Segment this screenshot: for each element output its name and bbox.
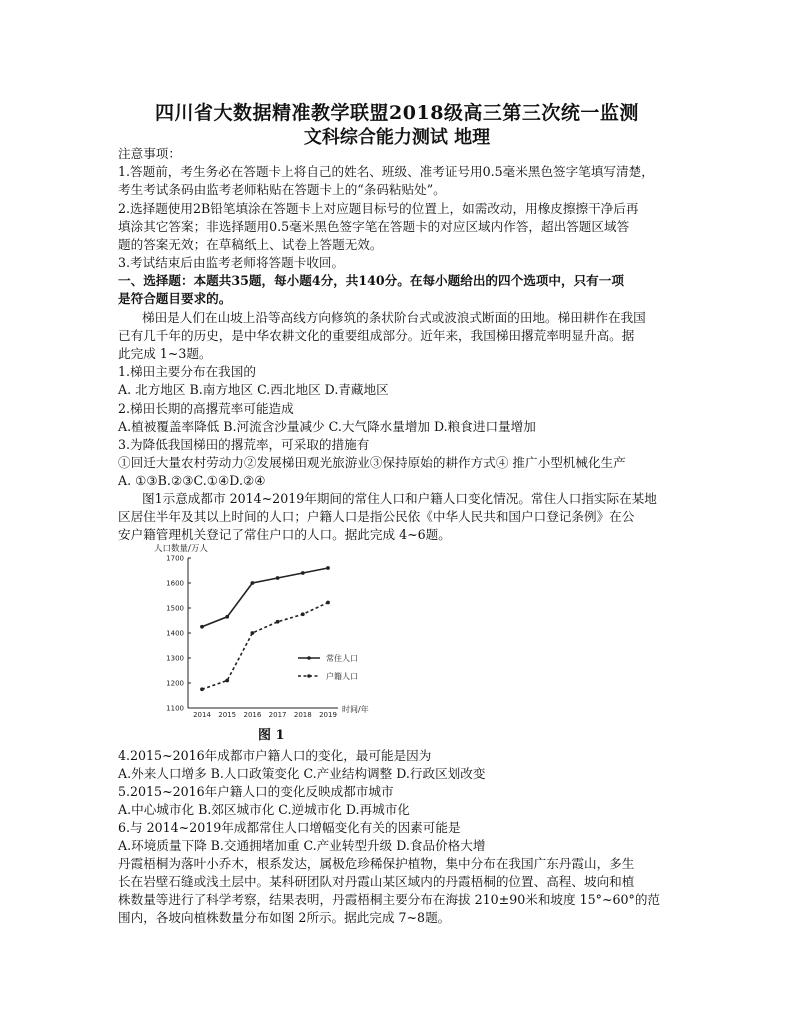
- question-line: 4.2015~2016年成都市户籍人口的变化，最可能是因为: [118, 748, 432, 763]
- y-tick-label: 1300: [166, 654, 184, 663]
- notes-line: 3.考试结束后由监考老师将答题卡收回。: [118, 255, 345, 270]
- y-axis-label: 人口数量/万人: [154, 544, 208, 554]
- question-line: 6.与 2014~2019年成都常住人口增幅变化有关的因素可能是: [118, 820, 461, 835]
- passage-2-line: 图1示意成都市 2014~2019年期间的常住人口和户籍人口变化情况。常住人口指实际在某地: [142, 491, 657, 506]
- x-tick-label: 2014: [193, 711, 211, 719]
- y-tick-label: 1400: [166, 629, 184, 638]
- passage-2-line: 区居住半年及其以上时间的人口；户籍人口是指公民依《中华人民共和国户口登记条例》在公: [118, 509, 635, 524]
- passage-3-line: 长在岩壁石缝或浅土层中。某科研团队对丹霞山某区域内的丹霞梧桐的位置、高程、坡向和植: [118, 874, 635, 889]
- data-point: [251, 631, 255, 635]
- passage-1-line: 梯田是人们在山坡上沿等高线方向修筑的条状阶台式或波浪式断面的田地。梯田耕作在我国: [142, 310, 646, 325]
- section-heading-cont: 是符合题目要求的。: [118, 291, 232, 306]
- notes-line: 考生考试条码由监考老师粘贴在答题卡上的“条码粘贴处”。: [118, 182, 446, 197]
- notes-line: 2.选择题使用2B铅笔填涂在答题卡上对应题目标号的位置上，如需改动，用橡皮擦擦干净后再: [118, 201, 639, 216]
- x-tick-label: 2018: [293, 711, 312, 719]
- data-point: [326, 566, 330, 570]
- notes-line: 题的答案无效；在草稿纸上、试卷上答题无效。: [118, 237, 383, 252]
- y-tick-label: 1500: [166, 604, 184, 613]
- x-tick-label: 2017: [268, 711, 287, 719]
- data-point: [225, 615, 229, 619]
- passage-1-line: 此完成 1~3题。: [118, 346, 212, 361]
- x-tick-label: 2015: [218, 711, 237, 719]
- data-point: [276, 620, 280, 624]
- x-tick-label: 2019: [319, 711, 337, 719]
- notes-line: 填涂其它答案；非选择题用0.5毫米黑色签字笔在答题卡的对应区域内作答，超出答题区域答: [118, 219, 630, 234]
- data-point: [301, 571, 305, 575]
- y-tick-label: 1200: [166, 679, 184, 688]
- y-tick-label: 1700: [166, 554, 184, 563]
- legend-label-resident: 常住人口: [326, 654, 358, 663]
- data-point: [326, 601, 330, 605]
- legend-label-registered: 户籍人口: [326, 672, 358, 681]
- data-point: [251, 581, 255, 585]
- passage-2-line: 安户籍管理机关登记了常住户口的人口。据此完成 4~6题。: [118, 527, 451, 542]
- question-line: 3.为降低我国梯田的撂荒率，可采取的措施有: [118, 437, 370, 452]
- population-line-chart: [150, 540, 410, 722]
- notes-line: 1.答题前，考生务必在答题卡上将自己的姓名、班级、准考证号用0.5毫米黑色签字笔填写清楚，: [118, 164, 654, 179]
- question-line: 5.2015~2016年户籍人口的变化反映成都市城市: [118, 784, 394, 799]
- y-tick-label: 1600: [166, 579, 184, 588]
- section-heading: 一、选择题：本题共35题，每小题4分，共140分。在每小题给出的四个选项中，只有一项: [118, 273, 624, 288]
- data-point: [225, 679, 229, 683]
- notes-heading: 注意事项：: [118, 146, 181, 161]
- passage-3-line: 围内，各坡向植株数量分布如图 2所示。据此完成 7~8题。: [118, 910, 451, 925]
- figure-caption: 图 1: [258, 728, 285, 743]
- y-tick-label: 1100: [166, 704, 184, 713]
- question-options: A. ①③B.②③C.①④D.②④: [118, 473, 266, 488]
- x-axis-label: 时间/年: [342, 705, 369, 714]
- data-point: [200, 625, 204, 629]
- data-point: [200, 687, 204, 691]
- legend-marker-registered: [307, 674, 311, 678]
- legend-marker-resident: [307, 656, 311, 660]
- question-options: A. 北方地区 B.南方地区 C.西北地区 D.青藏地区: [118, 382, 389, 397]
- passage-3-line: 株数量等进行了科学考察，结果表明，丹霞梧桐主要分布在海拔 210±90米和坡度 15°~60°的范: [118, 892, 661, 907]
- question-line: 1.梯田主要分布在我国的: [118, 364, 256, 379]
- exam-subtitle: 文科综合能力测试 地理: [303, 127, 491, 148]
- question-options: A.中心城市化 B.郊区城市化 C.逆城市化 D.再城市化: [118, 802, 410, 817]
- series-line-resident-population: [202, 568, 328, 627]
- exam-title: 四川省大数据精准教学联盟2018级高三第三次统一监测: [155, 102, 639, 124]
- data-point: [301, 612, 305, 616]
- question-options: ①回迁大量农村劳动力②发展梯田观光旅游业③保持原始的耕作方式④ 推广小型机械化生产: [118, 455, 626, 470]
- x-tick-label: 2016: [243, 711, 262, 719]
- passage-1-line: 已有几千年的历史，是中华农耕文化的重要组成部分。近年来，我国梯田撂荒率明显升高。据: [118, 328, 635, 343]
- question-options: A.植被覆盖率降低 B.河流含沙量减少 C.大气降水量增加 D.粮食进口量增加: [118, 419, 536, 434]
- data-point: [276, 576, 280, 580]
- question-line: 2.梯田长期的高撂荒率可能造成: [118, 401, 294, 416]
- question-options: A.环境质量下降 B.交通拥堵加重 C.产业转型升级 D.食品价格大增: [118, 838, 486, 853]
- question-options: A.外来人口增多 B.人口政策变化 C.产业结构调整 D.行政区划改变: [118, 766, 486, 781]
- passage-3-line: 丹霞梧桐为落叶小乔木，根系发达，属极危珍稀保护植物，集中分布在我国广东丹霞山，多生: [118, 856, 635, 871]
